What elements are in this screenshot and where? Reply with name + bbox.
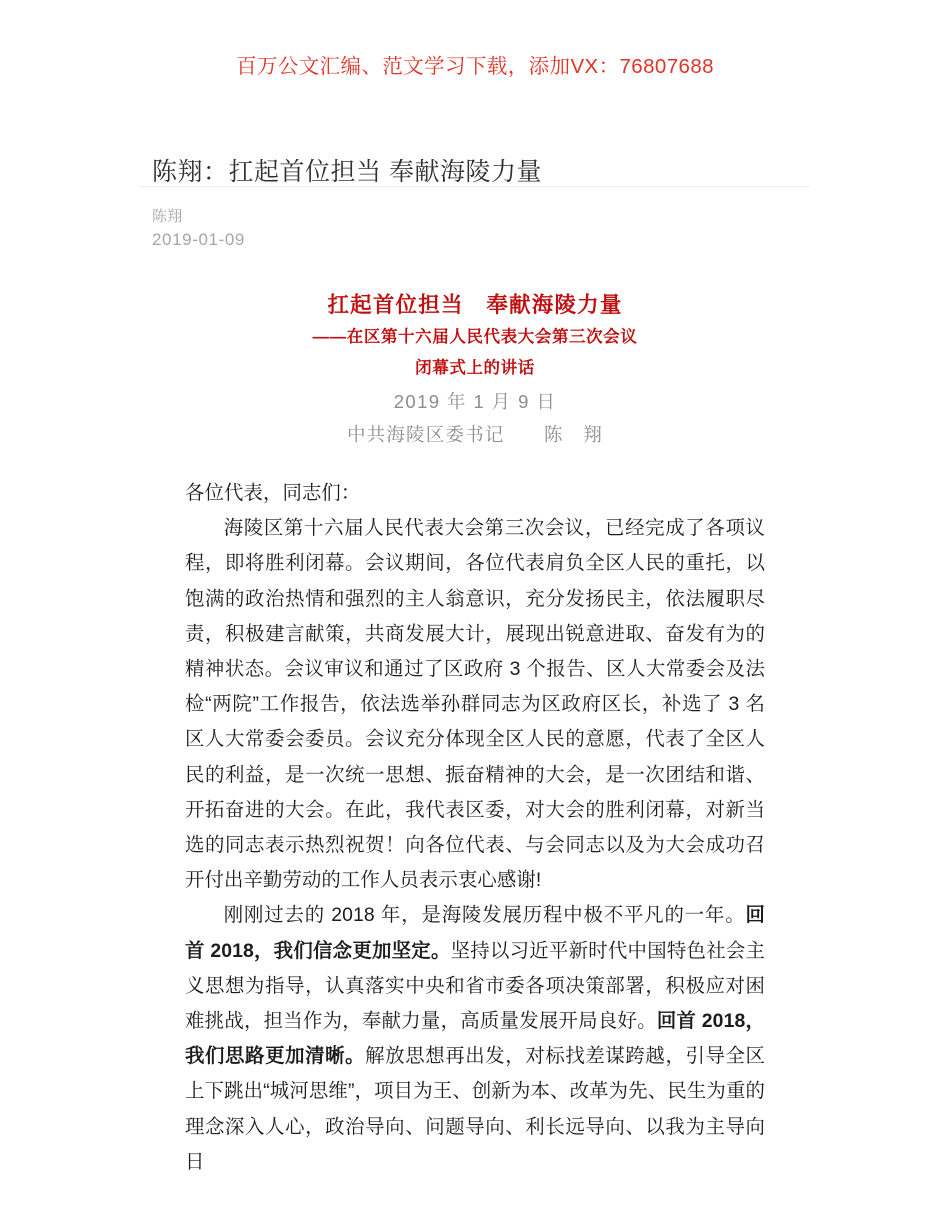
body-paragraph-2-segment-3: 解放思想再出发，对标找差谋跨越，引导全区上下跳出“城河思维”，项目为王、创新为本、改革为先、民生为重的理念深入人心，政治导向、问题导向、利长远导向、以我为主导向日 — [185, 1045, 766, 1173]
document-heading-block — [0, 288, 950, 384]
body-paragraph-1: 海陵区第十六届人民代表大会第三次会议，已经完成了各项议程，即将胜利闭幕。会议期间，各位代表肩负全区人民的重托，以饱满的政治热情和强烈的主人翁意识，充分发扬民主，依法履职尽责，积极建言献策，共商发展大计，展现出锐意进取、奋发有为的精神状态。会议审议和通过了区政府 3 个报告、区人大常委会及法检“两院”工作报告，依法选举孙群同志为区政府区长，补选了 3 名区人大常委会委员。会议充分体现全区人民的意愿，代表了全区人民的利益，是一次统一思想、振奋精神的大会，是一次团结和谐、开拓奋进的大会。在此，我代表区委，对大会的胜利闭幕，对新当选的同志表示热烈祝贺！向各位代表、与会同志以及为大会成功召开付出辛勤劳动的工作人员表示衷心感谢! — [185, 517, 765, 892]
document-byline-signature: 中共海陵区委书记 陈 翔 — [346, 424, 604, 445]
body-paragraph-2-emphasis-1: 回首 2018，我们信念更加坚定。 — [185, 904, 765, 962]
document-body — [185, 476, 765, 1180]
promo-banner-text: 百万公文汇编、范文学习下载，添加VX：76807688 — [236, 55, 714, 78]
article-meta — [152, 205, 245, 252]
page-title: 陈翔：扛起首位担当 奉献海陵力量 — [152, 157, 542, 186]
body-paragraph-2-segment-1: 刚刚过去的 2018 年，是海陵发展历程中极不平凡的一年。 — [223, 904, 746, 927]
body-paragraph-2-emphasis-2: 回首 2018，我们思路更加清晰。 — [185, 1010, 765, 1068]
title-divider — [140, 186, 810, 187]
document-byline-date: 2019 年 1 月 9 日 — [393, 391, 557, 412]
body-paragraph-2-segment-2: 坚持以习近平新时代中国特色社会主义思想为指导，认真落实中央和省市委各项决策部署，积极应对困难挑战，担当作为，奉献力量，高质量发展开局良好。 — [185, 939, 766, 1033]
document-heading-subtitle-line2: 闭幕式上的讲话 — [415, 359, 535, 377]
body-salutation: 各位代表，同志们： — [185, 482, 361, 504]
body-paragraph-2 — [185, 898, 765, 1180]
document-heading-main: 扛起首位担当 奉献海陵力量 — [327, 293, 623, 317]
document-heading-subtitle-line1: ——在区第十六届人民代表大会第三次会议 — [312, 328, 638, 346]
article-date: 2019-01-09 — [152, 230, 245, 249]
document-byline-block — [0, 386, 950, 451]
article-author: 陈翔 — [152, 208, 183, 225]
